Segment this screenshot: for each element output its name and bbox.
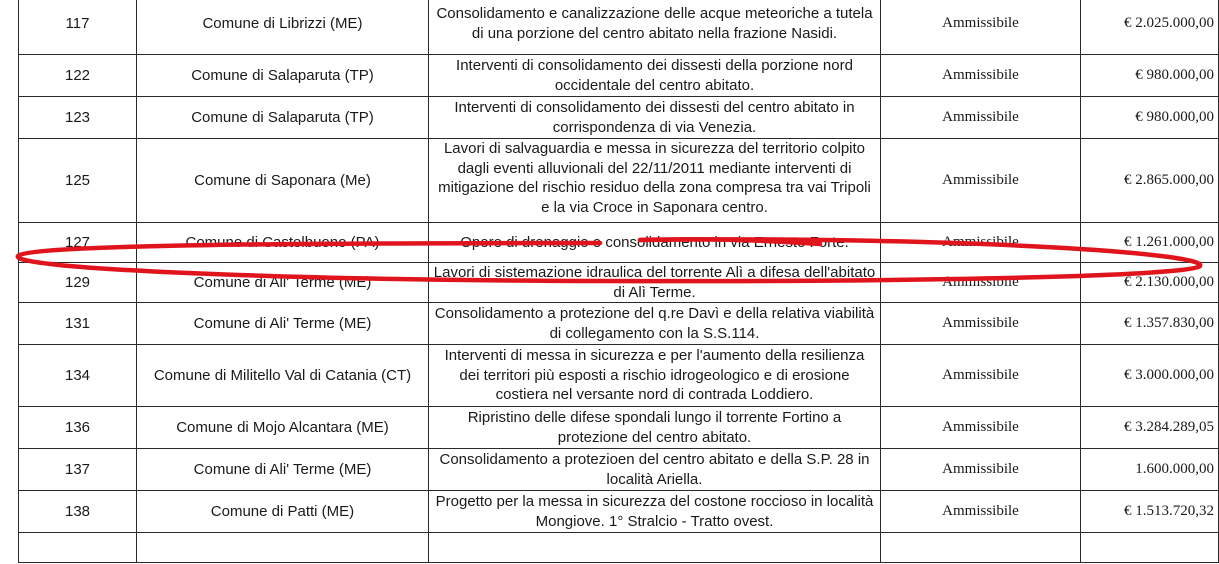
- municipality-cell: Comune di Salaparuta (TP): [137, 97, 429, 139]
- project-number-cell: 125: [19, 139, 137, 223]
- projects-table: [18, 0, 1219, 563]
- empty-cell: [881, 533, 1081, 563]
- amount-cell: € 1.261.000,00: [1081, 223, 1219, 263]
- table-row: [19, 139, 1219, 223]
- amount-cell: € 2.025.000,00: [1081, 0, 1219, 55]
- status-cell: Ammissibile: [881, 303, 1081, 345]
- table-row: [19, 345, 1219, 407]
- status-cell: Ammissibile: [881, 491, 1081, 533]
- municipality-cell: Comune di Castelbuono (PA): [137, 223, 429, 263]
- project-number-cell: 117: [19, 0, 137, 55]
- empty-cell: [137, 533, 429, 563]
- status-cell: Ammissibile: [881, 345, 1081, 407]
- municipality-cell: Comune di Ali' Terme (ME): [137, 449, 429, 491]
- municipality-cell: Comune di Salaparuta (TP): [137, 55, 429, 97]
- table-body: [19, 0, 1219, 563]
- description-text: Consolidamento e canalizzazione delle acque meteoriche a tutela di una porzione del centro abitato nella frazione Nasidi.: [436, 5, 873, 42]
- description-text: Lavori di sistemazione idraulica del torrente Alì a difesa dell'abitato di Alì Terme.: [433, 264, 876, 301]
- description-cell: [429, 407, 881, 449]
- municipality-cell: Comune di Mojo Alcantara (ME): [137, 407, 429, 449]
- table-row: [19, 97, 1219, 139]
- status-cell: Ammissibile: [881, 97, 1081, 139]
- description-cell: [429, 263, 881, 303]
- amount-cell: € 3.284.289,05: [1081, 407, 1219, 449]
- project-number-cell: 137: [19, 449, 137, 491]
- description-text: Ripristino delle difese spondali lungo il torrente Fortino a protezione del centro abitato.: [467, 409, 842, 446]
- description-text: Progetto per la messa in sicurezza del costone roccioso in località Mongiove. 1° Stralcio - Tratto ovest.: [435, 493, 874, 530]
- description-cell: [429, 303, 881, 345]
- amount-cell: € 1.357.830,00: [1081, 303, 1219, 345]
- status-cell: Ammissibile: [881, 263, 1081, 303]
- municipality-cell: Comune di Librizzi (ME): [137, 0, 429, 55]
- amount-cell: € 980.000,00: [1081, 97, 1219, 139]
- table-row: [19, 55, 1219, 97]
- description-cell: [429, 449, 881, 491]
- description-cell: [429, 345, 881, 407]
- amount-cell: € 1.513.720,32: [1081, 491, 1219, 533]
- description-text: Lavori di salvaguardia e messa in sicurezza del territorio colpito dagli eventi alluvionali del 22/11/2011 mediante interventi di mitigazione del rischio residuo della zona compresa tra vai Tripoli e la via Croce in Saponara centro.: [438, 140, 871, 216]
- project-number-cell: 136: [19, 407, 137, 449]
- table-row: [19, 449, 1219, 491]
- description-text: Consolidamento a protezione del q.re Davì e della relativa viabilità di collegamento con la S.S.114.: [434, 305, 875, 342]
- empty-cell: [429, 533, 881, 563]
- description-text: Opere di drenaggio e consolidamento in via Ernesto Forte.: [460, 233, 849, 251]
- status-cell: Ammissibile: [881, 449, 1081, 491]
- empty-cell: [19, 533, 137, 563]
- project-number-cell: 129: [19, 263, 137, 303]
- municipality-cell: Comune di Ali' Terme (ME): [137, 263, 429, 303]
- table-row: [19, 303, 1219, 345]
- municipality-cell: Comune di Militello Val di Catania (CT): [137, 345, 429, 407]
- status-cell: Ammissibile: [881, 139, 1081, 223]
- table-row: [19, 263, 1219, 303]
- amount-cell: € 2.130.000,00: [1081, 263, 1219, 303]
- status-cell: Ammissibile: [881, 0, 1081, 55]
- table-row: [19, 491, 1219, 533]
- table-row-partial: [19, 533, 1219, 563]
- description-text: Interventi di messa in sicurezza e per l'aumento della resilienza dei territori più esposti a rischio idrogeologico e di erosione costiera nel versante nord di contrada Loddiero.: [444, 347, 865, 404]
- amount-cell: € 3.000.000,00: [1081, 345, 1219, 407]
- municipality-cell: Comune di Saponara (Me): [137, 139, 429, 223]
- description-text: Interventi di consolidamento dei dissesti della porzione nord occidentale del centro abitato.: [456, 57, 853, 94]
- project-number-cell: 122: [19, 55, 137, 97]
- description-cell: [429, 0, 881, 55]
- empty-cell: [1081, 533, 1219, 563]
- description-text: Interventi di consolidamento dei dissesti del centro abitato in corrispondenza di via Venezia.: [454, 99, 855, 136]
- table-row: [19, 0, 1219, 55]
- description-cell: [429, 97, 881, 139]
- status-cell: Ammissibile: [881, 407, 1081, 449]
- description-text: Consolidamento a protezioen del centro abitato e della S.P. 28 in località Ariella.: [439, 451, 870, 488]
- status-cell: Ammissibile: [881, 55, 1081, 97]
- description-cell: [429, 223, 881, 263]
- table-row: [19, 407, 1219, 449]
- description-cell: [429, 55, 881, 97]
- municipality-cell: Comune di Patti (ME): [137, 491, 429, 533]
- municipality-cell: Comune di Ali' Terme (ME): [137, 303, 429, 345]
- amount-cell: € 980.000,00: [1081, 55, 1219, 97]
- project-number-cell: 123: [19, 97, 137, 139]
- project-number-cell: 138: [19, 491, 137, 533]
- project-number-cell: 134: [19, 345, 137, 407]
- project-number-cell: 127: [19, 223, 137, 263]
- table-row-highlighted: [19, 223, 1219, 263]
- amount-cell: € 2.865.000,00: [1081, 139, 1219, 223]
- status-cell: Ammissibile: [881, 223, 1081, 263]
- description-cell: [429, 491, 881, 533]
- description-cell: [429, 139, 881, 223]
- amount-cell: 1.600.000,00: [1081, 449, 1219, 491]
- project-number-cell: 131: [19, 303, 137, 345]
